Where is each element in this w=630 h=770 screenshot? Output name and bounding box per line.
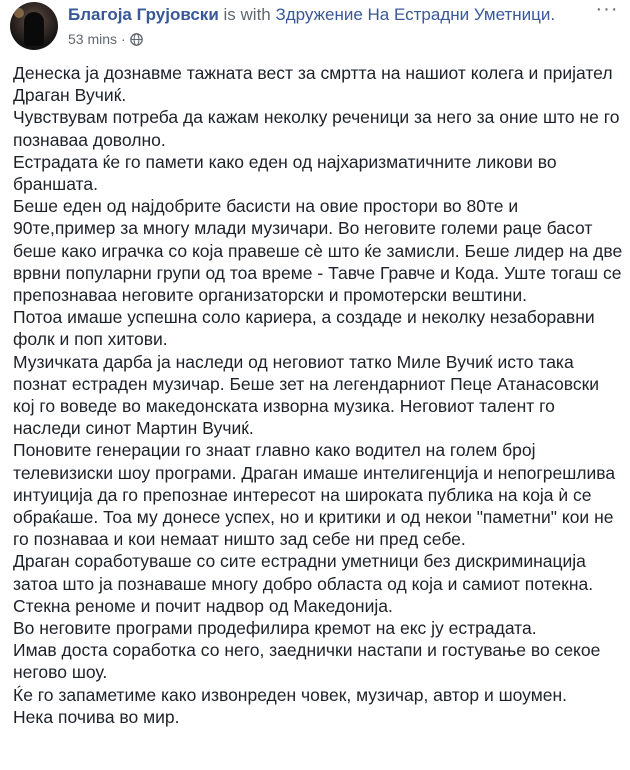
more-options-icon[interactable]: ··· — [595, 0, 619, 20]
post-paragraph: Стекна реноме и почит надвор од Македонија. — [13, 595, 393, 616]
avatar-photo-light — [14, 8, 24, 18]
tagged-group-link[interactable]: Здружение На Естрадни Уметници. — [275, 5, 556, 24]
post-paragraph: Музичката дарба ја наследи од неговиот татко Миле Вучиќ исто така познат естраден музичар. Беше зет на легендарниот Пеце Атанасовски кој го воведе во македонската изворна музика. Неговиот талент го наследи синот Мартин Вучиќ. — [13, 351, 600, 439]
post-paragraph: Потоа имаше успешна соло кариера, а создаде и неколку незаборавни фолк и поп хитови. — [13, 307, 595, 350]
post-paragraph: Имав доста соработка со него, заеднички настапи и гостување во секое негово шоу. — [13, 640, 601, 683]
post-paragraph: Во неговите програми продефилира кремот на екс ју естрадата. — [13, 618, 537, 639]
post-body — [13, 62, 623, 728]
post-paragraph: Нека почива во мир. — [13, 706, 180, 727]
post-paragraph: Чувствувам потреба да кажам неколку реченици за него за оние што не го познаваа доволно. — [13, 107, 620, 150]
post-timestamp[interactable]: 53 mins — [68, 31, 118, 47]
post-paragraph: Драган соработуваше со сите естрадни уметници без дискриминација затоа што ја познаваше многу добро областа од која и самиот потекна. — [13, 551, 594, 594]
post-meta — [68, 30, 143, 48]
avatar-photo-figure — [24, 12, 44, 46]
author-name-link[interactable]: Благоја Грујовски — [68, 5, 219, 24]
with-text: is with — [223, 5, 271, 24]
post-paragraph: Поновите генерации го знаат главно како водител на голем број телевизиски шоу програми. Драган имаше интелигенција и непогрешлива интуиција да го препознае интересот на широката публика на која ѝ се обраќаше. Тоа му донесе успех, но и критики и од некои "паметни" кои не го познаваа и кои немаат ништо зад себе ни пред себе. — [13, 440, 616, 550]
post-paragraph: Ќе го запаметиме како извонреден човек, музичар, автор и шоумен. — [13, 684, 568, 705]
author-avatar[interactable] — [10, 2, 58, 50]
meta-separator: · — [121, 31, 126, 47]
post-paragraph: Естрадата ќе го памети како еден од најхаризматичните ликови во браншата. — [13, 151, 557, 195]
post-paragraph: Беше еден од најдобрите басисти на овие простори во 80те и 90те,пример за многу млади музичари. Во неговите големи раце басот беше како играчка со која правеше сè што ќе замисли. Беше лидер на две врвни популарни групи од тоа време - Тавче Гравче и Кода. Уште тогаш се препознаваа неговите организаторски и промотерски вештини. — [13, 196, 623, 306]
globe-icon[interactable] — [130, 33, 143, 46]
post-header — [10, 2, 622, 54]
post-paragraph: Денеска ја дознавме тажната вест за смртта на нашиот колега и пријател Драган Вучиќ. — [13, 63, 613, 106]
post-title-line — [68, 5, 555, 25]
